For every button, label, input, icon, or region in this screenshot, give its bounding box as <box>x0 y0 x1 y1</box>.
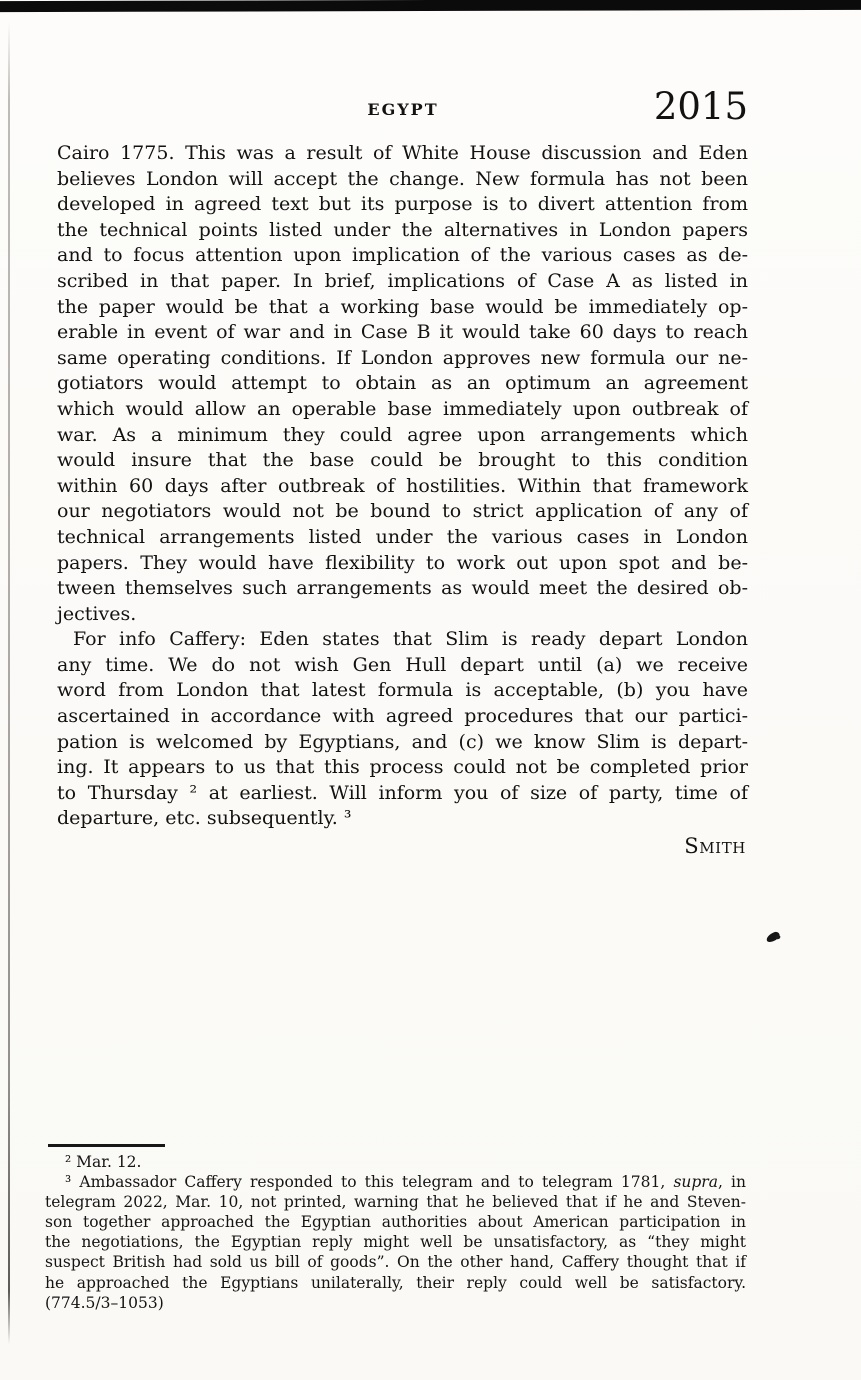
text-line: any time. We do not wish Gen Hull depart until (a) we receive <box>57 653 748 676</box>
text-line: would insure that the base could be brought to this condition <box>57 449 748 472</box>
text-line: the negotiations, the Egyptian reply might well be unsatisfactory, as “they might <box>45 1233 746 1252</box>
body-paragraphs <box>57 141 748 832</box>
text-line: suspect British had sold us bill of goods”. On the other hand, Caffery thought that if <box>45 1253 746 1272</box>
signature: Smith <box>684 834 746 859</box>
paragraph <box>57 627 748 832</box>
text-line: gotiators would attempt to obtain as an optimum an agreement <box>57 372 748 395</box>
text-line: our negotiators would not be bound to strict application of any of <box>57 500 748 523</box>
footnote <box>45 1172 746 1313</box>
text-line: within 60 days after outbreak of hostilities. Within that framework <box>57 474 748 497</box>
text-line: jectives. <box>57 602 137 625</box>
footnote-separator <box>48 1144 165 1147</box>
text-line: technical arrangements listed under the various cases in London <box>57 525 748 548</box>
text-line: pation is welcomed by Egyptians, and (c) we know Slim is depart- <box>57 730 748 753</box>
text-line: son together approached the Egyptian authorities about American participation in <box>45 1213 746 1232</box>
running-head-section-title: EGYPT <box>367 100 439 119</box>
text-line: (774.5/3–1053) <box>45 1293 164 1312</box>
scan-artifact-top-bar <box>0 0 861 12</box>
text-line: ² Mar. 12. <box>65 1153 142 1171</box>
text-line: developed in agreed text but its purpose is to divert attention from <box>57 193 748 216</box>
text-line: war. As a minimum they could agree upon arrangements which <box>57 423 748 446</box>
text-line: departure, etc. subsequently. ³ <box>57 807 352 830</box>
text-line: to Thursday ² at earliest. Will inform you of size of party, time of <box>57 781 748 804</box>
text-line: scribed in that paper. In brief, implications of Case A as listed in <box>57 269 748 292</box>
scan-artifact-ink-speck <box>765 931 781 944</box>
footnotes <box>45 1152 746 1313</box>
text-line: word from London that latest formula is acceptable, (b) you have <box>57 679 748 702</box>
text-line: believes London will accept the change. New formula has not been <box>57 167 748 190</box>
text-line: Cairo 1775. This was a result of White House discussion and Eden <box>57 142 748 164</box>
text-line: and to focus attention upon implication of the various cases as de- <box>57 244 748 267</box>
body-text <box>57 141 748 860</box>
text-line: he approached the Egyptians unilaterally, their reply could well be satisfactory. <box>45 1273 746 1292</box>
text-line: erable in event of war and in Case B it would take 60 days to reach <box>57 321 748 344</box>
text-line: same operating conditions. If London approves new formula our ne- <box>57 346 748 369</box>
text-line: For info Caffery: Eden states that Slim is ready depart London <box>73 628 748 651</box>
paragraph <box>57 141 748 627</box>
text-line: the technical points listed under the alternatives in London papers <box>57 218 748 241</box>
text-line: papers. They would have flexibility to work out upon spot and be- <box>57 551 748 574</box>
text-line: ³ Ambassador Caffery responded to this telegram and to telegram 1781, supra, in <box>65 1173 746 1192</box>
page-number: 2015 <box>653 85 748 128</box>
text-line: which would allow an operable base immediately upon outbreak of <box>57 397 748 420</box>
text-line: the paper would be that a working base would be immediately op- <box>57 295 748 318</box>
text-line: telegram 2022, Mar. 10, not printed, warning that he believed that if he and Steven- <box>45 1193 746 1212</box>
text-line: ascertained in accordance with agreed procedures that our partici- <box>57 705 748 728</box>
scan-artifact-page-edge-line <box>8 22 10 1344</box>
text-line: ing. It appears to us that this process could not be completed prior <box>57 756 748 779</box>
footnote <box>45 1152 746 1172</box>
text-line: tween themselves such arrangements as would meet the desired ob- <box>57 577 748 600</box>
